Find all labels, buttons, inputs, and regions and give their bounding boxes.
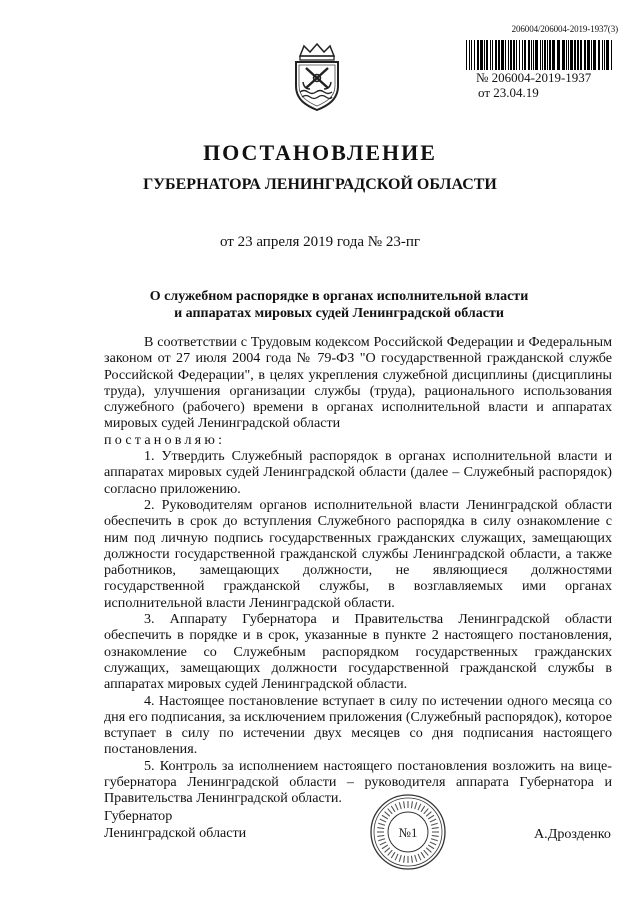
point-2: 2. Руководителям органов исполнительной власти Ленинградской области обеспечить в срок до вступления Служебного распорядка в силу ознакомление с ним под личную подпись государственных гражданских служащих, замещающих должности государственной гражданской службы Ленинградской области, а также работников, замещающих должности, не являющиеся должностями государственной гражданской службы, в возглавляемых ими органах исполнительной власти Ленинградской области. <box>104 496 612 611</box>
barcode <box>466 40 614 70</box>
signatory-position <box>104 808 246 842</box>
point-4: 4. Настоящее постановление вступает в силу по истечении одного месяца со дня его подписания, за исключением приложения (Служебный распорядок), которое вступает в силу по истечении двух месяцев со дня подписания настоящего постановления. <box>104 692 612 758</box>
signatory-position-line-2: Ленинградской области <box>104 825 247 841</box>
document-body <box>104 334 612 807</box>
seal-number: №1 <box>398 825 418 840</box>
signatory-name: А.Дрозденко <box>534 826 611 842</box>
preamble-paragraph: В соответствии с Трудовым кодексом Российской Федерации и Федеральным законом от 27 июля 2004 года № 79-ФЗ "О государственной гражданской службе Российской Федерации", в целях укрепления служебной дисциплины (дисциплины труда), улучшения организации службы (труда), рационального использования служебного (рабочего) времени в органах исполнительной власти и аппаратах мировых судей Ленинградской области <box>104 334 612 432</box>
document-subtitle: ГУБЕРНАТОРА ЛЕНИНГРАДСКОЙ ОБЛАСТИ <box>143 176 497 193</box>
reference-code: 206004/206004-2019-1937(3) <box>511 24 618 34</box>
point-5: 5. Контроль за исполнением настоящего постановления возложить на вице-губернатора Ленинградской области – руководителя аппарата Губернатора и Правительства Ленинградской области. <box>104 757 612 807</box>
decree-word: постановляю: <box>104 431 226 448</box>
point-1: 1. Утвердить Служебный распорядок в органах исполнительной власти и аппаратах мировых судей Ленинградской области (далее – Служебный распорядок) согласно приложению. <box>104 448 612 497</box>
signatory-position-line-1: Губернатор <box>104 808 173 824</box>
heading-line-2: и аппаратах мировых судей Ленинградской области <box>174 306 504 321</box>
coat-of-arms-icon <box>290 42 344 112</box>
registration-date: от 23.04.19 <box>478 85 539 100</box>
official-seal <box>368 792 448 872</box>
document-date-number: от 23 апреля 2019 года № 23-пг <box>219 234 420 250</box>
document-title: ПОСТАНОВЛЕНИЕ <box>203 140 437 165</box>
document-heading <box>100 288 578 322</box>
registration-number: № 206004-2019-1937 <box>476 70 592 85</box>
point-3: 3. Аппарату Губернатора и Правительства Ленинградской области обеспечить в порядке и в срок, указанные в пункте 2 настоящего постановления, ознакомление со Служебным распорядком государственных гражданских служащих, замещающих должности государственной гражданской службы в аппаратах мировых судей Ленинградской области. <box>104 611 612 693</box>
registration-block <box>476 70 591 100</box>
heading-line-1: О служебном распорядке в органах исполнительной власти <box>149 289 529 304</box>
